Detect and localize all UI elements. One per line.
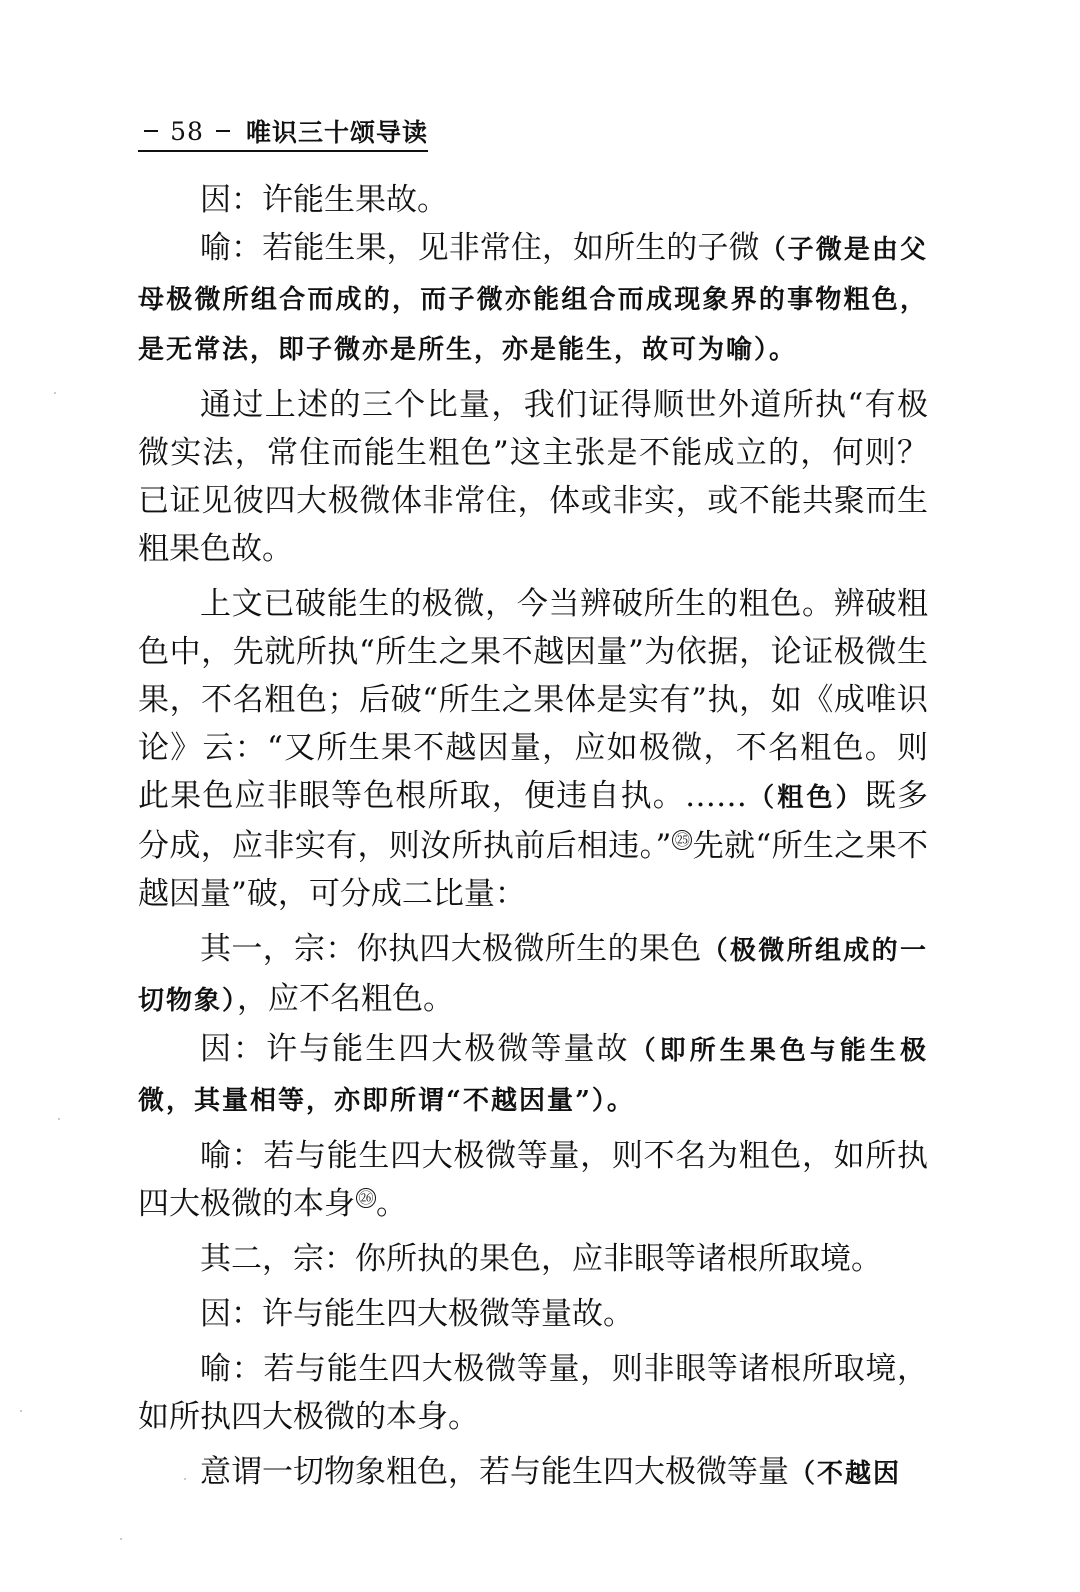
body-text (138, 176, 928, 1498)
paragraph-text: 因：许与能生四大极微等量故。 (200, 1296, 634, 1332)
scan-speck (58, 1118, 60, 1120)
paragraph-text: ，应不名粗色。 (237, 981, 455, 1017)
paragraph-p5 (138, 925, 928, 1025)
footnote-marker: ㉕ (672, 830, 692, 850)
paragraph-text: 通过上述的三个比量，我们证得顺世外道所执“有极微实法，常住而能生粗色”这主张是不能成立的，何则？已证见彼四大极微体非常住，体或非实，或不能共聚而生粗果色故。 (138, 387, 928, 567)
paragraph-text: 上文已破能生的极微，今当辨破所生的粗色。辨破粗色中，先就所执“所生之果不越因量”为依据，论证极微生果，不名粗色；后破“所生之果体是实有”执，如《成唯识论》云：“又所生果不越因量，应如极微，不名粗色。则此果色应非眼等色根所取，便违自执。…… (138, 586, 928, 814)
scan-speck (184, 1478, 186, 1480)
dash-right (216, 130, 230, 132)
paragraph-text: 其二，宗：你所执的果色，应非眼等诸根所取境。 (200, 1241, 882, 1277)
annotation-text: （子微是由父母极微所组合而成的，而子微亦能组合而成现象界的事物粗色，是无常法，即子微亦是所生，亦是能生，故可为喻）。 (138, 235, 928, 365)
paragraph-p2 (138, 224, 928, 374)
paragraph-p10 (138, 1345, 928, 1441)
annotation-text: （极微所组成的一切物象） (138, 936, 928, 1016)
annotation-text: （粗色） (746, 783, 865, 813)
paragraph-text: 其一，宗：你执四大极微所生的果色 (200, 931, 702, 967)
footnote-marker: ㉖ (356, 1188, 376, 1208)
paragraph-text: 喻：若能生果，见非常住，如所生的子微 (200, 230, 760, 266)
annotation-text: （即所生果色与能生极微，其量相等，亦即所谓“不越因量”）。 (138, 1036, 928, 1116)
paragraph-p3 (138, 381, 928, 573)
paragraph-text: 喻：若与能生四大极微等量，则非眼等诸根所取境，如所执四大极微的本身。 (138, 1351, 928, 1435)
paragraph-p4 (138, 580, 928, 918)
paragraph-p6 (138, 1025, 928, 1125)
dash-left (144, 130, 158, 132)
paragraph-p1 (138, 176, 928, 224)
scan-speck (20, 1410, 22, 1412)
annotation-text: （不越因 (789, 1459, 902, 1489)
paragraph-text: 意谓一切物象粗色，若与能生四大极微等量 (200, 1454, 789, 1490)
scan-speck (54, 392, 56, 394)
paragraph-text: 因：许与能生四大极微等量故 (200, 1031, 630, 1067)
paragraph-text: 喻：若与能生四大极微等量，则不名为粗色，如所执四大极微的本身 (138, 1138, 928, 1222)
paragraph-p7 (138, 1132, 928, 1228)
paragraph-text: 先就“所生之果不越因量”破，可分成二比量： (138, 828, 928, 912)
page-number: 58 (170, 116, 204, 146)
paragraph-text: 因：许能生果故。 (200, 182, 448, 218)
paragraph-p11 (138, 1448, 928, 1498)
paragraph-p9 (138, 1290, 928, 1338)
book-title: 唯识三十颂导读 (245, 118, 428, 147)
scan-speck (120, 1538, 122, 1540)
paragraph-text: 。 (376, 1186, 407, 1222)
paragraph-text: 既多分成，应非实有，则汝所执前后相违。” (138, 778, 929, 864)
paragraph-p8 (138, 1235, 928, 1283)
running-head (138, 112, 428, 152)
